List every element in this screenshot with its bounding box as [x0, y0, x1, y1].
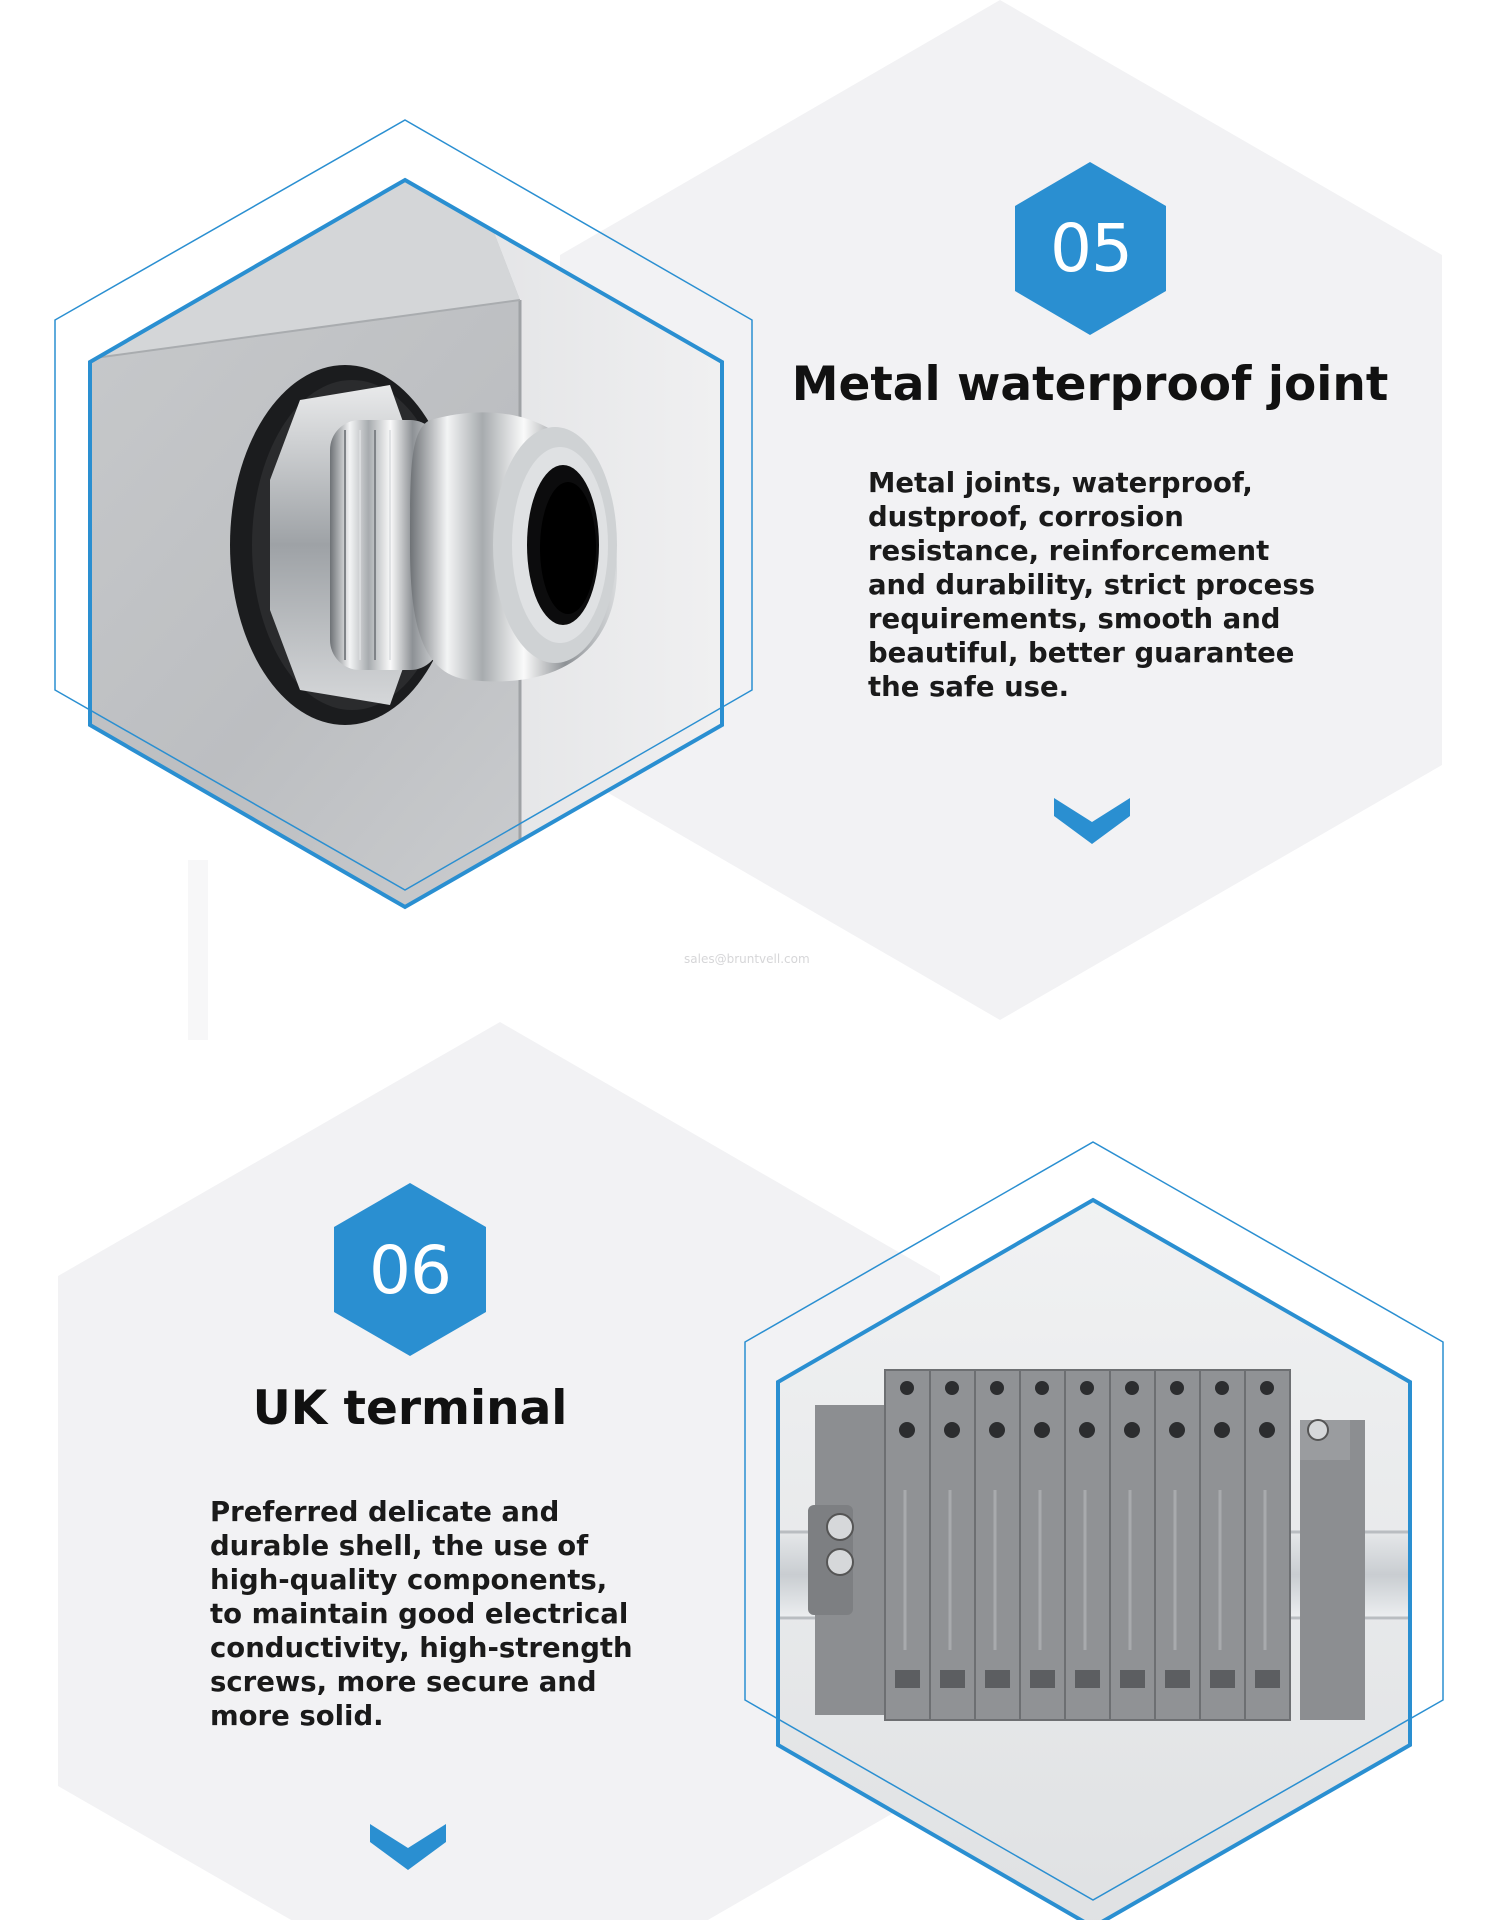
feature-description-05: Metal joints, waterproof, dustproof, corrosion resistance, reinforcement and durability, strict process requirements, smooth and beautiful, better guarantee the safe use.	[868, 467, 1316, 703]
chevron-down-icon[interactable]	[1052, 792, 1132, 846]
chevron-down-icon[interactable]	[368, 1818, 448, 1872]
feature-description-06: Preferred delicate and durable shell, the use of high-quality components, to maintain good electrical conductivity, high-strength screws, more secure and more solid.	[210, 1496, 633, 1732]
feature-title-05: Metal waterproof joint	[791, 357, 1389, 412]
feature-title-06: UK terminal	[252, 1381, 568, 1436]
feature-number-06: 06	[369, 1232, 451, 1309]
feature-number-05: 05	[1050, 210, 1132, 287]
watermark-email: sales@bruntvell.com	[684, 952, 810, 966]
